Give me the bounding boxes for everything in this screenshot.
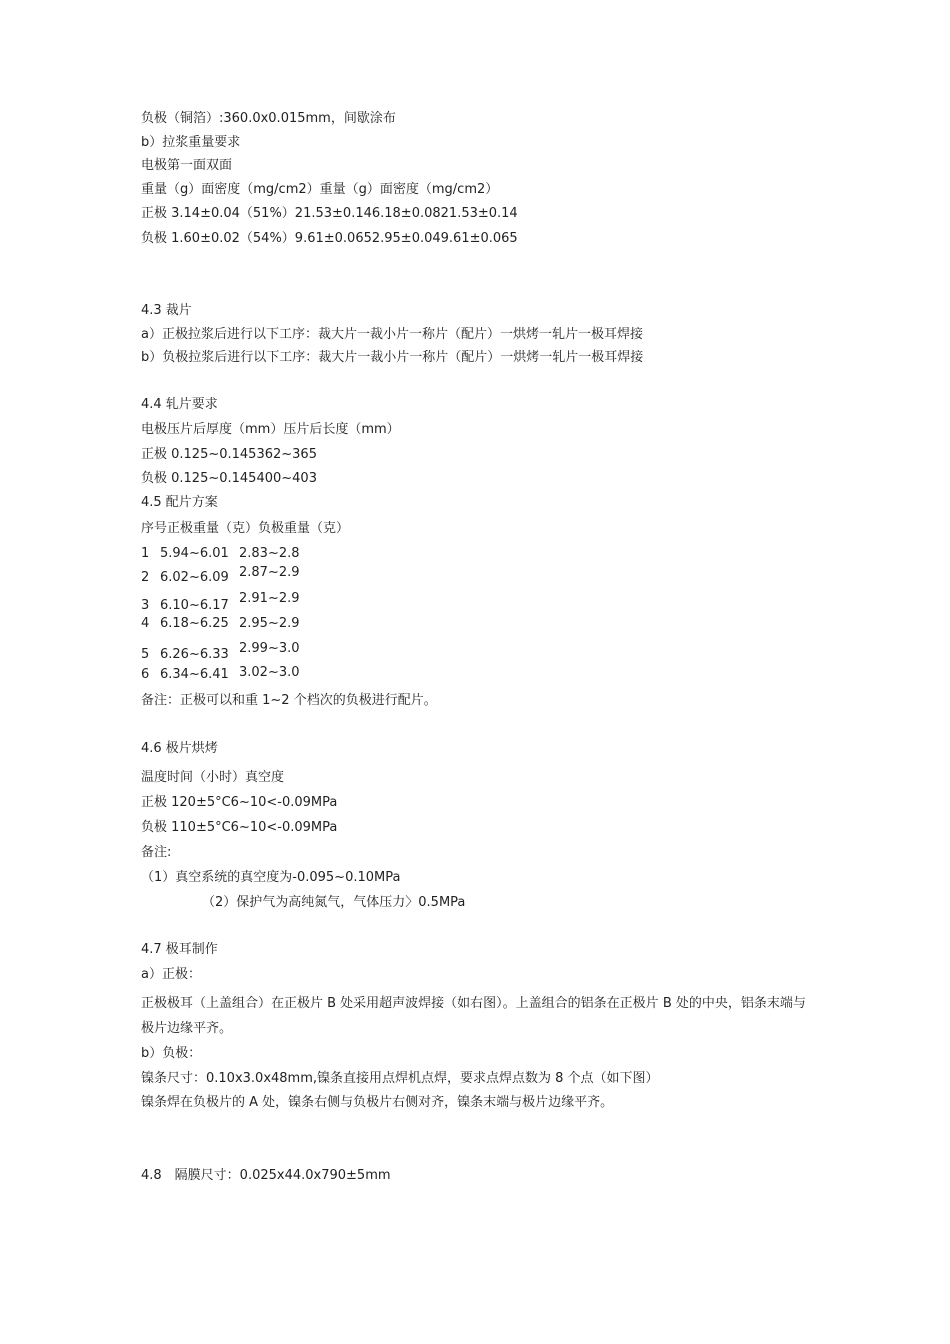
negative-weight: 2.87~2.9 — [239, 565, 300, 580]
nickel-strip-position: 镍条焊在负极片的 A 处，镍条右侧与负极片右侧对齐，镍条末端与极片边缘平齐。 — [141, 1095, 614, 1110]
row-number: 5 — [141, 647, 150, 662]
positive-weight: 6.10~6.17 — [160, 598, 229, 613]
negative-weight: 2.99~3.0 — [239, 641, 300, 656]
rolling-header: 电极压片后厚度（mm）压片后长度（mm） — [141, 422, 400, 437]
negative-weight: 2.83~2.8 — [239, 546, 300, 561]
row-number: 6 — [141, 667, 150, 682]
slurry-weight-heading: b）拉浆重量要求 — [141, 135, 241, 150]
positive-weight: 6.34~6.41 — [160, 667, 229, 682]
row-number: 1 — [141, 546, 150, 561]
vacuum-note: （1）真空系统的真空度为-0.095~0.10MPa — [141, 870, 401, 885]
gas-note: （2）保护气为高纯氮气，气体压力〉0.5MPa — [202, 895, 466, 910]
negative-weight-row: 负极 1.60±0.02（54%）9.61±0.0652.95±0.049.61±0.065 — [141, 231, 518, 246]
negative-weight: 2.91~2.9 — [239, 591, 300, 606]
row-number: 2 — [141, 570, 150, 585]
negative-process-line: b）负极拉浆后进行以下工序：裁大片一裁小片一称片（配片）一烘烤一轧片一极耳焊接 — [141, 350, 644, 365]
section-4-8-separator-size: 4.8 隔膜尺寸：0.025x44.0x790±5mm — [141, 1168, 391, 1183]
positive-weight: 5.94~6.01 — [160, 546, 229, 561]
negative-weight: 2.95~2.9 — [239, 616, 300, 631]
positive-baking-row: 正极 120±5°C6~10<-0.09MPa — [141, 795, 338, 810]
section-4-6-title: 4.6 极片烘烤 — [141, 741, 218, 756]
row-number: 4 — [141, 616, 150, 631]
negative-foil-spec: 负极（铜箔）:360.0x0.015mm，间歇涂布 — [141, 111, 396, 126]
positive-weight: 6.26~6.33 — [160, 647, 229, 662]
matching-table-header: 序号正极重量（克）负极重量（克） — [141, 521, 350, 536]
negative-rolling-row: 负极 0.125~0.145400~403 — [141, 471, 317, 486]
baking-header: 温度时间（小时）真空度 — [141, 770, 285, 785]
section-4-5-title: 4.5 配片方案 — [141, 495, 218, 510]
section-4-7-title: 4.7 极耳制作 — [141, 942, 218, 957]
row-number: 3 — [141, 598, 150, 613]
positive-tab-paragraph: 正极极耳（上盖组合）在正极片 B 处采用超声波焊接（如右图）。上盖组合的铝条在正极片 B 处的中央，铝条末端与极片边缘平齐。 — [141, 996, 806, 1036]
positive-weight: 6.18~6.25 — [160, 616, 229, 631]
section-4-4-title: 4.4 轧片要求 — [141, 397, 218, 412]
positive-rolling-row: 正极 0.125~0.145362~365 — [141, 447, 317, 462]
negative-tab-label: b）负极： — [141, 1046, 202, 1061]
negative-weight: 3.02~3.0 — [239, 665, 300, 680]
negative-baking-row: 负极 110±5°C6~10<-0.09MPa — [141, 820, 338, 835]
positive-weight: 6.02~6.09 — [160, 570, 229, 585]
baking-remark-label: 备注: — [141, 845, 172, 860]
section-4-3-title: 4.3 裁片 — [141, 303, 192, 318]
positive-tab-label: a）正极： — [141, 967, 201, 982]
electrode-sides-header: 电极第一面双面 — [141, 158, 233, 173]
weight-density-header: 重量（g）面密度（mg/cm2）重量（g）面密度（mg/cm2） — [141, 182, 499, 197]
nickel-strip-size: 镍条尺寸：0.10x3.0x48mm,镍条直接用点焊机点焊，要求点焊点数为 8 个点（如下图） — [141, 1071, 659, 1086]
positive-process-line: a）正极拉浆后进行以下工序：裁大片一裁小片一称片（配片）一烘烤一轧片一极耳焊接 — [141, 327, 643, 342]
positive-weight-row: 正极 3.14±0.04（51%）21.53±0.146.18±0.0821.53±0.14 — [141, 206, 518, 221]
matching-remark: 备注：正极可以和重 1~2 个档次的负极进行配片。 — [141, 693, 437, 708]
